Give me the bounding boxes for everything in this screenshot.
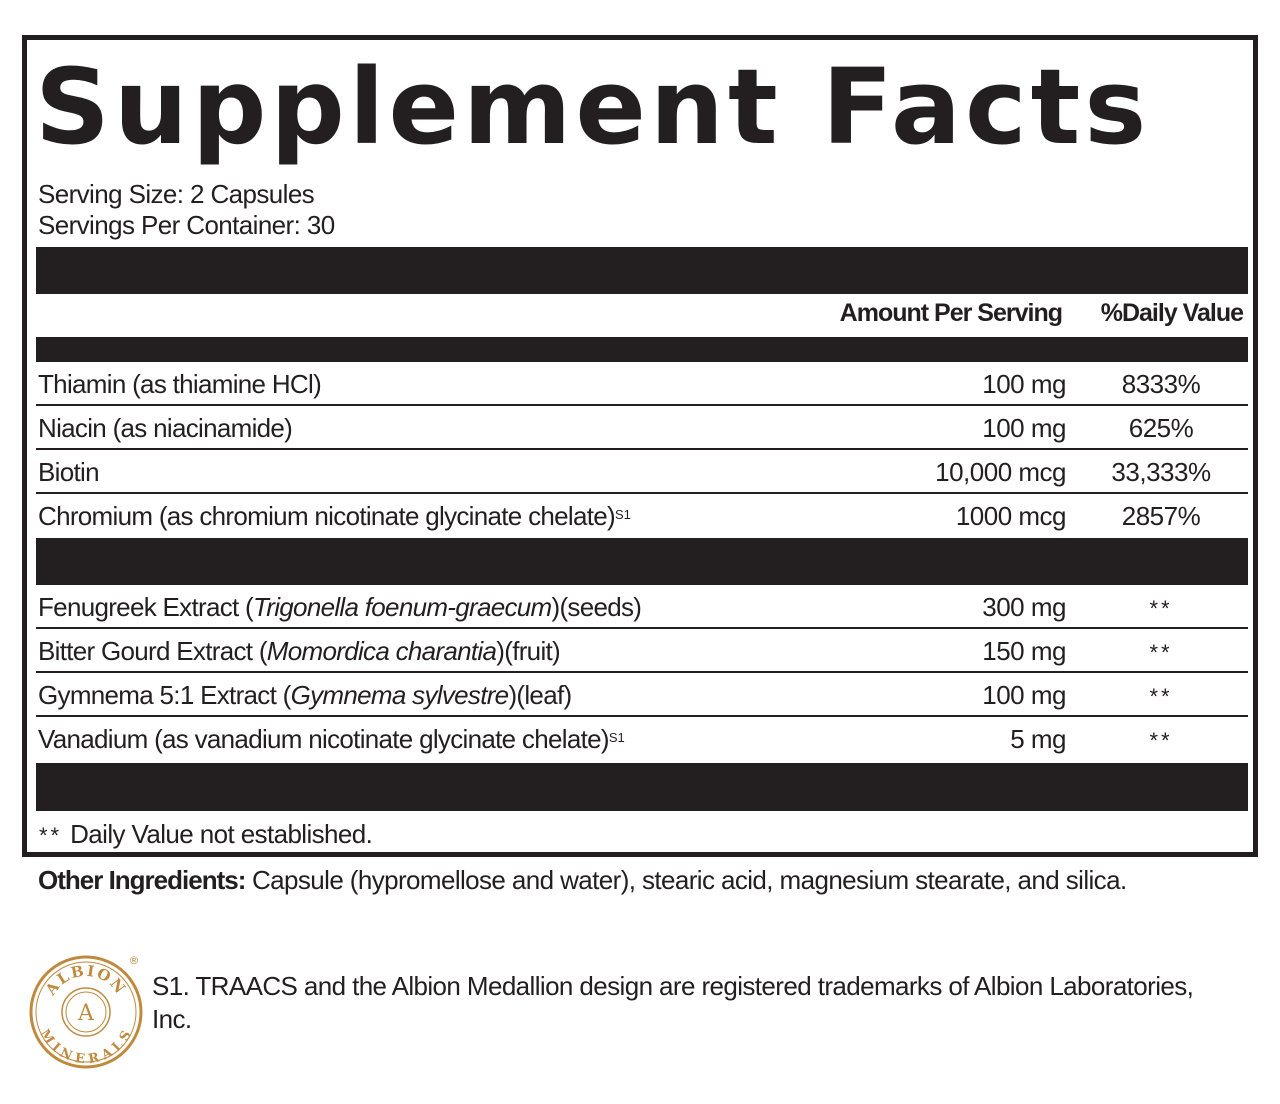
ingredient-row-bitter-gourd bbox=[36, 629, 1248, 673]
footnote-mark: ** bbox=[39, 823, 63, 848]
s1-trademark-note: S1. TRAACS and the Albion Medallion design are registered trademarks of Albion Laboratories, Inc. bbox=[152, 971, 1194, 1034]
nutrient-name: Thiamin (as thiamine HCl) bbox=[38, 369, 322, 399]
servings-per-container: Servings Per Container: 30 bbox=[38, 210, 335, 240]
ingredient-daily-value: ** bbox=[1149, 684, 1173, 709]
nutrient-amount: 1000 mcg bbox=[955, 501, 1066, 531]
ingredient-amount: 5 mg bbox=[1010, 724, 1066, 754]
nutrient-daily-value: 2857% bbox=[1121, 501, 1201, 531]
nutrient-row-thiamin bbox=[36, 362, 1248, 406]
latin-name: Momordica charantia bbox=[266, 636, 497, 666]
nutrient-amount: 100 mg bbox=[982, 413, 1066, 443]
nutrient-amount: 10,000 mcg bbox=[935, 457, 1066, 487]
ingredient-daily-value: ** bbox=[1149, 728, 1173, 753]
nutrient-daily-value: 33,333% bbox=[1111, 457, 1211, 487]
registered-mark: ® bbox=[128, 954, 140, 967]
ingredient-amount: 100 mg bbox=[982, 680, 1066, 710]
superscript-s1: S1 bbox=[608, 730, 625, 745]
other-ingredients bbox=[38, 864, 1238, 897]
daily-value-header: %Daily Value bbox=[1100, 299, 1243, 327]
amount-per-serving-header: Amount Per Serving bbox=[839, 299, 1062, 327]
nutrient-name: Chromium (as chromium nicotinate glycinate chelate)$^{S1}$ bbox=[38, 501, 631, 531]
albion-minerals-medallion-logo bbox=[26, 952, 146, 1072]
latin-name: Trigonella foenum-graecum bbox=[253, 592, 552, 622]
bottom-divider-bar bbox=[36, 763, 1248, 811]
nutrient-amount: 100 mg bbox=[982, 369, 1066, 399]
ingredient-amount: 150 mg bbox=[982, 636, 1066, 666]
latin-name: Gymnema sylvestre bbox=[290, 680, 509, 710]
nutrient-row-chromium bbox=[36, 494, 1248, 538]
other-ingredients-label: Other Ingredients: bbox=[38, 865, 246, 895]
nutrient-daily-value: 8333% bbox=[1121, 369, 1201, 399]
header-divider-bar bbox=[36, 337, 1248, 362]
supplement-facts-panel bbox=[22, 35, 1258, 857]
superscript-s1: S1 bbox=[615, 507, 631, 522]
ingredient-daily-value: ** bbox=[1149, 596, 1173, 621]
thick-divider-bar bbox=[36, 247, 1248, 294]
daily-value-footnote bbox=[39, 818, 372, 852]
ingredient-row-fenugreek bbox=[36, 585, 1248, 629]
logo-bottom-text: MINERALS bbox=[36, 1026, 136, 1068]
nutrient-name: Biotin bbox=[38, 457, 99, 487]
ingredient-row-gymnema bbox=[36, 673, 1248, 717]
ingredient-name: Fenugreek Extract (Trigonella foenum-graecum)(seeds) bbox=[38, 592, 642, 622]
footnote-text: Daily Value not established. bbox=[70, 819, 373, 849]
ingredient-name: Gymnema 5:1 Extract (Gymnema sylvestre)(leaf) bbox=[38, 680, 572, 710]
nutrient-row-niacin bbox=[36, 406, 1248, 450]
logo-center-letter: A bbox=[78, 1001, 94, 1026]
ingredient-row-vanadium bbox=[36, 717, 1248, 761]
logo-top-text: ALBION bbox=[41, 961, 131, 999]
nutrient-daily-value: 625% bbox=[1128, 413, 1194, 443]
nutrient-row-biotin bbox=[36, 450, 1248, 494]
ingredient-daily-value: ** bbox=[1149, 640, 1173, 665]
ingredient-amount: 300 mg bbox=[982, 592, 1066, 622]
ingredient-name: Vanadium (as vanadium nicotinate glycinate chelate)$^{S1}$ bbox=[38, 724, 625, 754]
nutrient-name: Niacin (as niacinamide) bbox=[38, 413, 293, 443]
ingredient-name: Bitter Gourd Extract (Momordica charantia)(fruit) bbox=[38, 636, 560, 666]
serving-size: Serving Size: 2 Capsules bbox=[38, 179, 315, 209]
other-ingredients-text: Capsule (hypromellose and water), stearic acid, magnesium stearate, and silica. bbox=[245, 865, 1127, 895]
panel-title: Supplement Facts bbox=[35, 46, 1151, 168]
section-divider-bar bbox=[36, 538, 1248, 585]
